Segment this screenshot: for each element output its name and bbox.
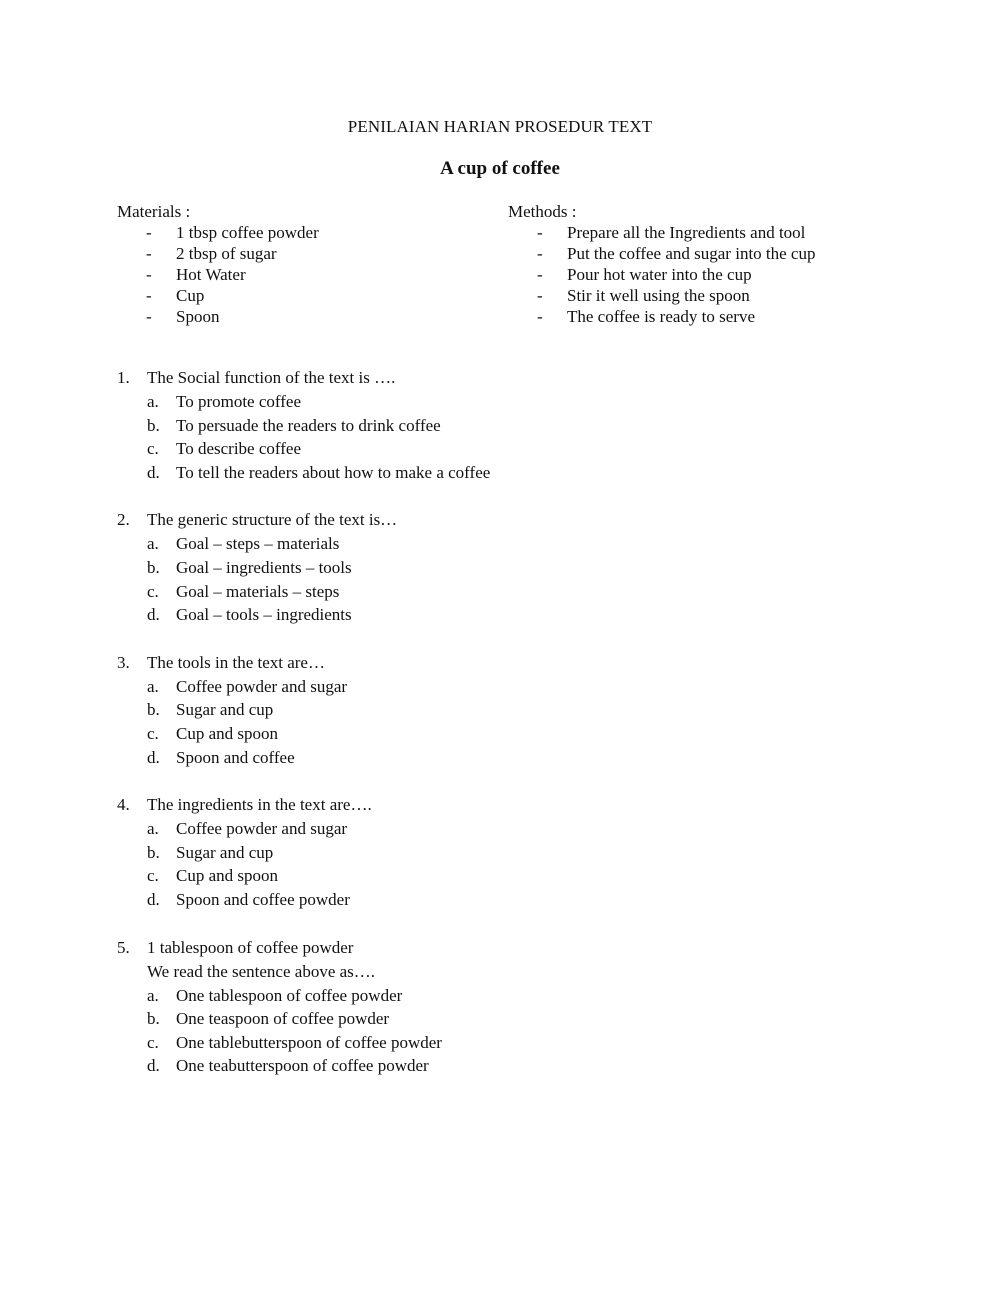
list-item <box>508 285 750 306</box>
answer-option[interactable] <box>117 1007 917 1031</box>
question-3 <box>117 651 917 769</box>
list-item <box>117 306 220 327</box>
bullet-dash: - <box>537 244 543 263</box>
answer-option[interactable] <box>117 414 917 438</box>
method-step: The coffee is ready to serve <box>567 307 756 326</box>
option-text: Spoon and coffee <box>176 747 295 767</box>
answer-option[interactable] <box>117 722 917 746</box>
question-1 <box>117 366 917 484</box>
option-text: To describe coffee <box>176 439 301 459</box>
question-line <box>117 508 917 532</box>
answer-option[interactable] <box>117 437 917 461</box>
question-line <box>117 366 917 390</box>
option-text: To tell the readers about how to make a coffee <box>176 462 491 482</box>
materials-list <box>117 222 319 327</box>
list-item <box>508 306 756 327</box>
answer-option[interactable] <box>117 817 917 841</box>
question-text: 1 tablespoon of coffee powder <box>147 937 354 957</box>
answer-option[interactable] <box>117 841 917 865</box>
bullet-dash: - <box>537 286 543 305</box>
answer-option[interactable] <box>117 603 917 627</box>
methods-label: Methods : <box>508 202 577 221</box>
list-item <box>117 222 319 243</box>
question-number: 2. <box>117 510 130 530</box>
answer-option[interactable] <box>117 532 917 556</box>
question-4 <box>117 793 917 911</box>
option-text: Goal – steps – materials <box>176 534 340 554</box>
materials-section <box>117 201 319 327</box>
option-text: One teaspoon of coffee powder <box>176 1009 390 1029</box>
bullet-dash: - <box>537 307 543 326</box>
option-letter: c. <box>147 581 159 601</box>
list-item <box>117 243 277 264</box>
option-letter: b. <box>147 557 160 577</box>
option-letter: c. <box>147 723 159 743</box>
answer-option[interactable] <box>117 675 917 699</box>
list-item <box>508 243 816 264</box>
answer-option[interactable] <box>117 461 917 485</box>
option-text: Goal – tools – ingredients <box>176 605 352 625</box>
option-text: One teabutterspoon of coffee powder <box>176 1056 429 1076</box>
method-step: Pour hot water into the cup <box>567 265 752 284</box>
option-text: One tablespoon of coffee powder <box>176 985 403 1005</box>
method-step: Stir it well using the spoon <box>567 286 750 305</box>
list-item <box>117 264 246 285</box>
option-text: Coffee powder and sugar <box>176 819 348 839</box>
bullet-dash: - <box>537 223 543 242</box>
question-text: We read the sentence above as…. <box>147 961 376 981</box>
material-item: Cup <box>176 286 205 305</box>
question-line <box>117 960 917 984</box>
option-letter: c. <box>147 439 159 459</box>
bullet-dash: - <box>537 265 543 284</box>
answer-option[interactable] <box>117 1031 917 1055</box>
option-text: Sugar and cup <box>176 700 274 720</box>
option-text: Goal – ingredients – tools <box>176 557 352 577</box>
question-text: The Social function of the text is …. <box>147 368 396 387</box>
option-letter: a. <box>147 392 159 411</box>
material-item: 2 tbsp of sugar <box>176 244 277 263</box>
option-letter: d. <box>147 889 160 909</box>
materials-label: Materials : <box>117 202 191 221</box>
list-item <box>117 285 205 306</box>
option-text: Cup and spoon <box>176 723 278 743</box>
question-2 <box>117 508 917 626</box>
option-letter: a. <box>147 819 159 839</box>
answer-option[interactable] <box>117 746 917 770</box>
question-number: 1. <box>117 368 130 387</box>
option-letter: c. <box>147 866 159 886</box>
option-letter: d. <box>147 1056 160 1076</box>
document-title: A cup of coffee <box>440 158 560 179</box>
bullet-dash: - <box>146 265 152 284</box>
answer-option[interactable] <box>117 698 917 722</box>
option-letter: a. <box>147 676 159 696</box>
list-item <box>508 222 806 243</box>
methods-section <box>508 201 816 327</box>
option-letter: d. <box>147 747 160 767</box>
option-letter: d. <box>147 605 160 625</box>
answer-option[interactable] <box>117 580 917 604</box>
option-text: Goal – materials – steps <box>176 581 340 601</box>
bullet-dash: - <box>146 223 152 242</box>
question-number: 5. <box>117 937 130 957</box>
question-line <box>117 793 917 817</box>
question-text: The generic structure of the text is… <box>147 510 398 530</box>
answer-option[interactable] <box>117 888 917 912</box>
question-text: The tools in the text are… <box>147 652 325 672</box>
option-letter: b. <box>147 415 160 435</box>
bullet-dash: - <box>146 244 152 263</box>
question-text: The ingredients in the text are…. <box>147 795 372 815</box>
question-line <box>117 936 917 960</box>
option-letter: a. <box>147 985 159 1005</box>
answer-option[interactable] <box>117 556 917 580</box>
question-line <box>117 651 917 675</box>
option-text: Coffee powder and sugar <box>176 676 348 696</box>
option-text: Spoon and coffee powder <box>176 889 350 909</box>
option-text: Sugar and cup <box>176 842 274 862</box>
option-letter: d. <box>147 462 160 482</box>
option-text: To persuade the readers to drink coffee <box>176 415 441 435</box>
option-letter: b. <box>147 1009 160 1029</box>
option-text: One tablebutterspoon of coffee powder <box>176 1032 442 1052</box>
option-text: To promote coffee <box>176 392 302 411</box>
question-number: 3. <box>117 652 130 672</box>
document-heading: PENILAIAN HARIAN PROSEDUR TEXT <box>347 117 653 136</box>
methods-list <box>508 222 816 327</box>
option-letter: b. <box>147 842 160 862</box>
answer-option[interactable] <box>117 984 917 1008</box>
bullet-dash: - <box>146 307 152 326</box>
question-number: 4. <box>117 795 130 815</box>
option-text: Cup and spoon <box>176 866 278 886</box>
questions-section <box>117 366 917 1102</box>
option-letter: c. <box>147 1032 159 1052</box>
method-step: Prepare all the Ingredients and tool <box>567 223 806 242</box>
question-5 <box>117 936 917 1078</box>
method-step: Put the coffee and sugar into the cup <box>567 244 816 263</box>
bullet-dash: - <box>146 286 152 305</box>
list-item <box>508 264 752 285</box>
material-item: Spoon <box>176 307 220 326</box>
option-letter: a. <box>147 534 159 554</box>
answer-option[interactable] <box>117 864 917 888</box>
answer-option[interactable] <box>117 390 917 414</box>
material-item: Hot Water <box>176 265 246 284</box>
material-item: 1 tbsp coffee powder <box>176 223 319 242</box>
option-letter: b. <box>147 700 160 720</box>
answer-option[interactable] <box>117 1054 917 1078</box>
